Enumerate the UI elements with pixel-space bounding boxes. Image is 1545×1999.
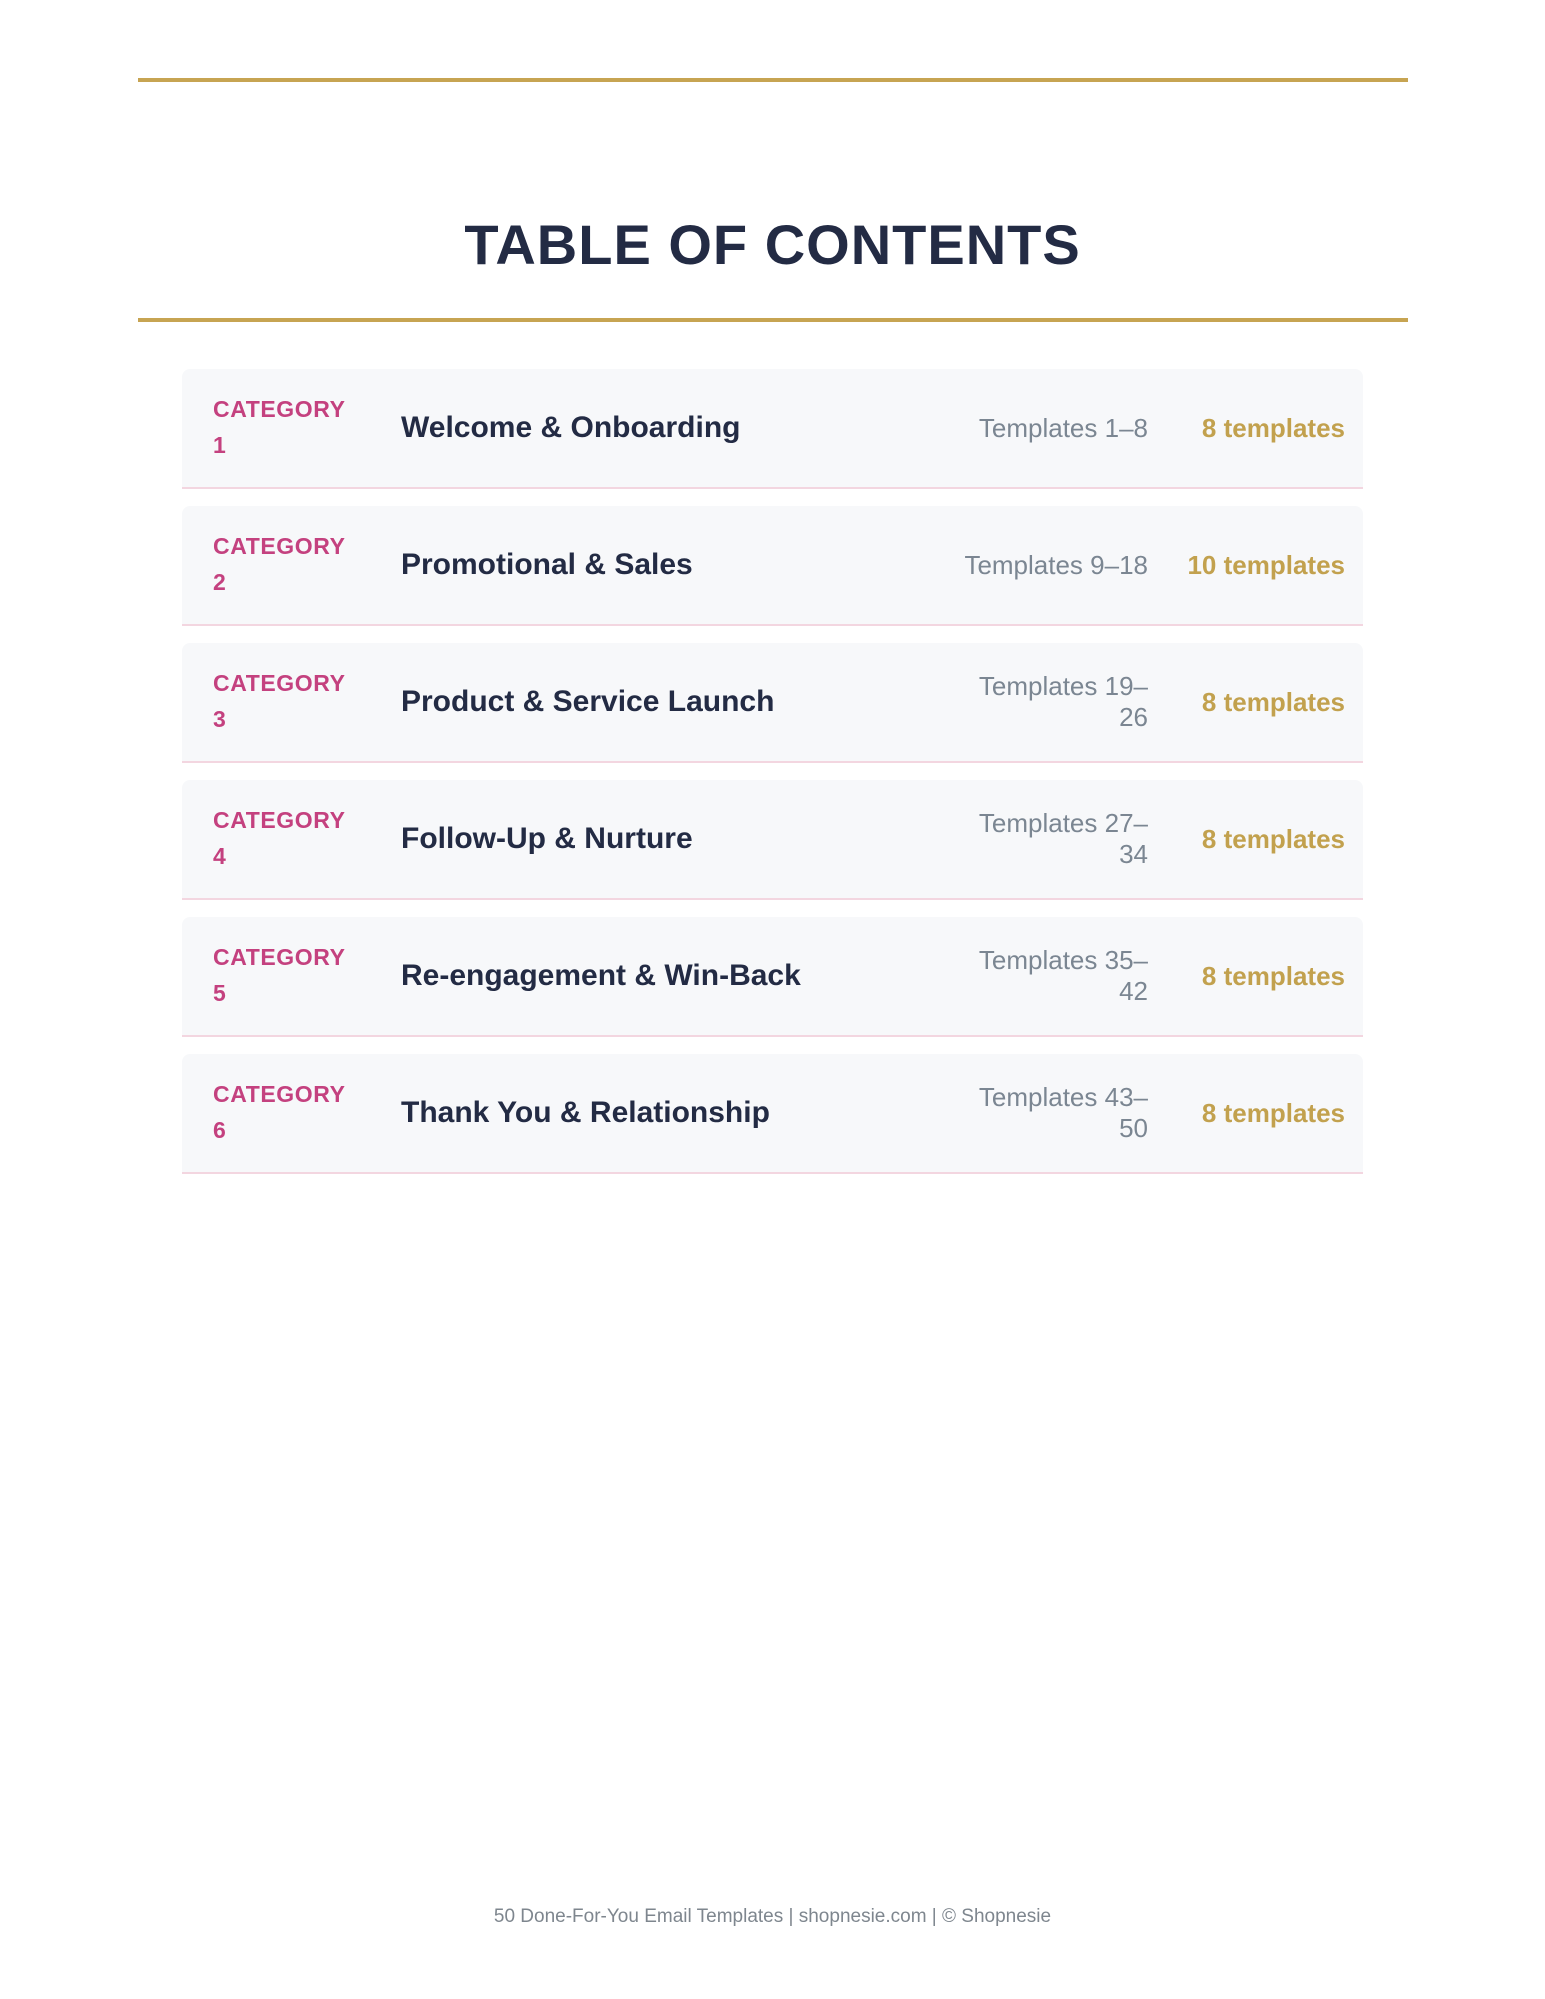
category-word: CATEGORY	[213, 1081, 346, 1108]
template-range: Templates 43–50	[978, 1082, 1148, 1143]
title-underline-rule	[138, 318, 1408, 322]
toc-table	[182, 369, 1363, 1191]
category-word: CATEGORY	[213, 807, 346, 834]
toc-row-category-2[interactable]	[182, 506, 1363, 626]
toc-row-category-1[interactable]	[182, 369, 1363, 489]
template-count: 10 templates	[1187, 549, 1345, 580]
category-number: 5	[213, 980, 227, 1006]
template-range: Templates 9–18	[964, 549, 1148, 580]
toc-row-category-4[interactable]	[182, 780, 1363, 900]
category-label	[213, 666, 401, 737]
category-word: CATEGORY	[213, 670, 346, 697]
section-title: Welcome & Onboarding	[401, 411, 741, 444]
category-label	[213, 940, 401, 1011]
category-label	[213, 1077, 401, 1148]
category-label	[213, 392, 401, 463]
template-range: Templates 35–42	[978, 945, 1148, 1006]
category-word: CATEGORY	[213, 944, 346, 971]
category-label	[213, 803, 401, 874]
template-count: 8 templates	[1201, 1097, 1345, 1128]
template-range: Templates 27–34	[978, 808, 1148, 869]
section-title: Follow-Up & Nurture	[401, 822, 693, 855]
category-number: 6	[213, 1117, 227, 1143]
template-count: 8 templates	[1201, 412, 1345, 443]
page-title: TABLE OF CONTENTS	[464, 213, 1081, 276]
template-count: 8 templates	[1201, 960, 1345, 991]
category-number: 4	[213, 843, 227, 869]
category-number: 3	[213, 706, 227, 732]
section-title: Product & Service Launch	[401, 685, 775, 718]
template-range: Templates 1–8	[978, 412, 1148, 443]
toc-row-category-3[interactable]	[182, 643, 1363, 763]
category-number: 2	[213, 569, 227, 595]
template-range: Templates 19–26	[978, 671, 1148, 732]
category-number: 1	[213, 432, 227, 458]
section-title: Thank You & Relationship	[401, 1096, 770, 1129]
template-count: 8 templates	[1201, 823, 1345, 854]
header-rule	[138, 78, 1408, 82]
section-title: Promotional & Sales	[401, 548, 693, 581]
category-word: CATEGORY	[213, 396, 346, 423]
section-title: Re-engagement & Win-Back	[401, 959, 801, 992]
template-count: 8 templates	[1201, 686, 1345, 717]
page-footer: 50 Done-For-You Email Templates | shopnesie.com | © Shopnesie	[493, 1906, 1052, 1927]
category-label	[213, 529, 401, 600]
toc-row-category-6[interactable]	[182, 1054, 1363, 1174]
toc-row-category-5[interactable]	[182, 917, 1363, 1037]
category-word: CATEGORY	[213, 533, 346, 560]
